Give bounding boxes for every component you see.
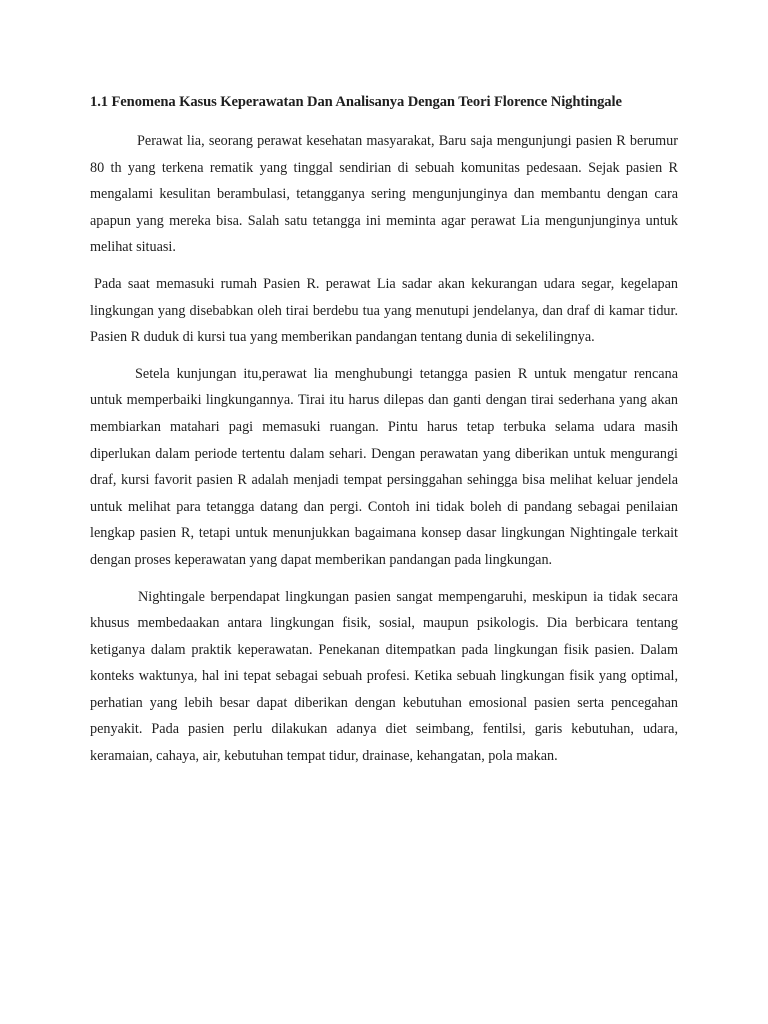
paragraph-2: Pada saat memasuki rumah Pasien R. perawat Lia sadar akan kekurangan udara segar, kegelapan lingkungan yang disebabkan oleh tirai berdebu tua yang menutupi jendelanya, dan draf di kamar tidur. Pasien R duduk di kursi tua yang memberikan pandangan tentang dunia di sekelilingnya. [90,275,678,346]
paragraph-1: Perawat lia, seorang perawat kesehatan masyarakat, Baru saja mengunjungi pasien R berumur 80 th yang terkena rematik yang tinggal sendirian di sebuah komunitas pedesaan. Sejak pasien R mengalami kesulitan berambulasi, tetangganya sering mengunjunginya dan membantu dengan cara apapun yang mereka bisa. Salah satu tetangga ini meminta agar perawat Lia mengunjunginya untuk melihat situasi. [90,133,678,256]
paragraph-4: Nightingale berpendapat lingkungan pasien sangat mempengaruhi, meskipun ia tidak secara khusus membedaakan antara lingkungan fisik, sosial, maupun psikologis. Dia berbicara tentang ketiganya dalam praktik keperawatan. Penekanan ditempatkan pada lingkungan fisik pasien. Dalam konteks waktunya, hal ini tepat sebagai sebuah profesi. Ketika sebuah lingkungan fisik yang optimal, perhatian yang lebih besar dapat diberikan dengan kebutuhan emosional pasien serta pencegahan penyakit. Pada pasien perlu dilakukan adanya diet seimbang, fentilsi, garis kebutuhan, udara, keramaian, cahaya, air, kebutuhan tempat tidur, drainase, kehangatan, pola makan. [90,588,678,765]
section-heading: 1.1 Fenomena Kasus Keperawatan Dan Analisanya Dengan Teori Florence Nightingale [90,94,622,110]
document-body [90,92,678,770]
paragraph-3: Setela kunjungan itu,perawat lia menghubungi tetangga pasien R untuk mengatur rencana untuk memperbaiki lingkungannya. Tirai itu harus dilepas dan ganti dengan tirai sederhana yang akan membiarkan matahari pagi memasuki ruangan. Pintu harus tetap terbuka selama udara masih diperlukan dalam periode tertentu dalam sehari. Dengan perawatan yang diberikan untuk mengurangi draf, kursi favorit pasien R adalah menjadi tempat persinggahan sehingga bisa melihat keluar jendela untuk melihat para tetangga datang dan pergi. Contoh ini tidak boleh di pandang sebagai penilaian lengkap pasien R, tetapi untuk menunjukkan bagaimana konsep dasar lingkungan Nightingale terkait dengan proses keperawatan yang dapat memberikan pandangan pada lingkungan. [90,365,678,568]
